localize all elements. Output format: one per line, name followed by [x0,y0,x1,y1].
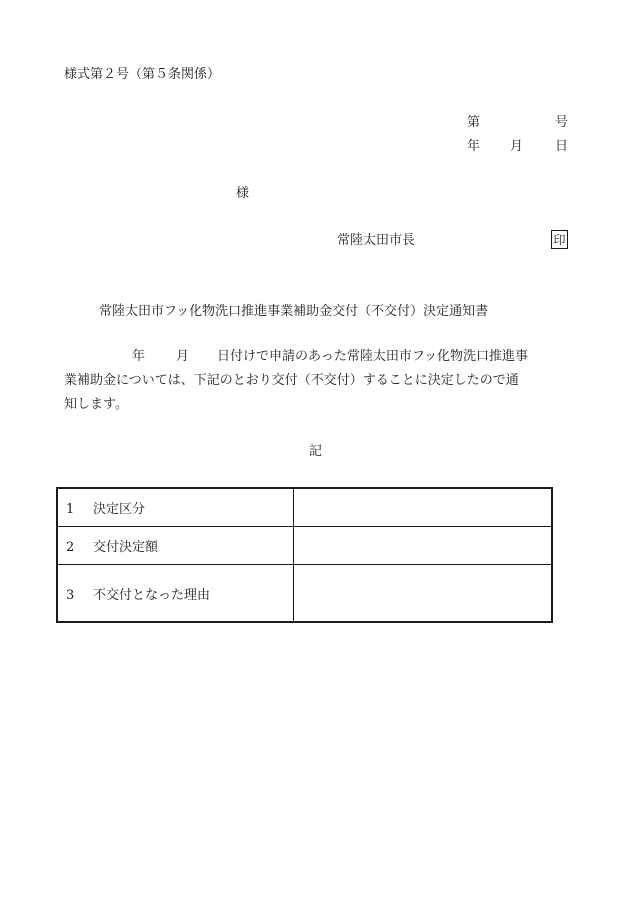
row-number: 2 [66,540,75,555]
row-label-cell [57,565,294,623]
ki-heading: 記 [309,444,323,459]
body-month-label: 月 [176,349,190,364]
date-year-label: 年 [467,139,481,154]
sender-name: 常陸太田市長 [337,233,416,248]
row-label: 決定区分 [93,502,146,517]
body-line-3: 知します。 [64,397,128,412]
body-line-1-text: 日付けで申請のあった常陸太田市フッ化物洗口推進事 [217,349,528,364]
row-label-cell [57,527,294,565]
date-day-label: 日 [555,139,569,154]
table-row [57,488,552,527]
document-title: 常陸太田市フッ化物洗口推進事業補助金交付（不交付）決定通知書 [99,304,489,319]
body-line-2: 業補助金については、下記のとおり交付（不交付）することに決定したので通 [64,373,519,388]
non-grant-reason-value-cell[interactable] [294,565,553,623]
date-month-label: 月 [510,139,524,154]
recipient-honorific: 様 [236,186,250,201]
row-label-cell [57,488,294,527]
document-number-prefix: 第 [467,115,481,130]
form-number-label: 様式第２号（第５条関係） [64,67,221,82]
body-line-1 [64,350,528,363]
document-number-suffix: 号 [555,115,569,130]
row-label: 交付決定額 [93,540,159,555]
seal-stamp-box: 印 [551,230,568,249]
decision-category-value-cell[interactable] [294,488,553,527]
row-number: 1 [66,502,75,517]
row-label: 不交付となった理由 [93,587,211,603]
row-number: 3 [66,587,75,603]
grant-amount-value-cell[interactable] [294,527,553,565]
table-row [57,565,552,623]
table-row [57,527,552,565]
body-year-label: 年 [132,349,146,364]
decision-details-table [56,487,553,623]
